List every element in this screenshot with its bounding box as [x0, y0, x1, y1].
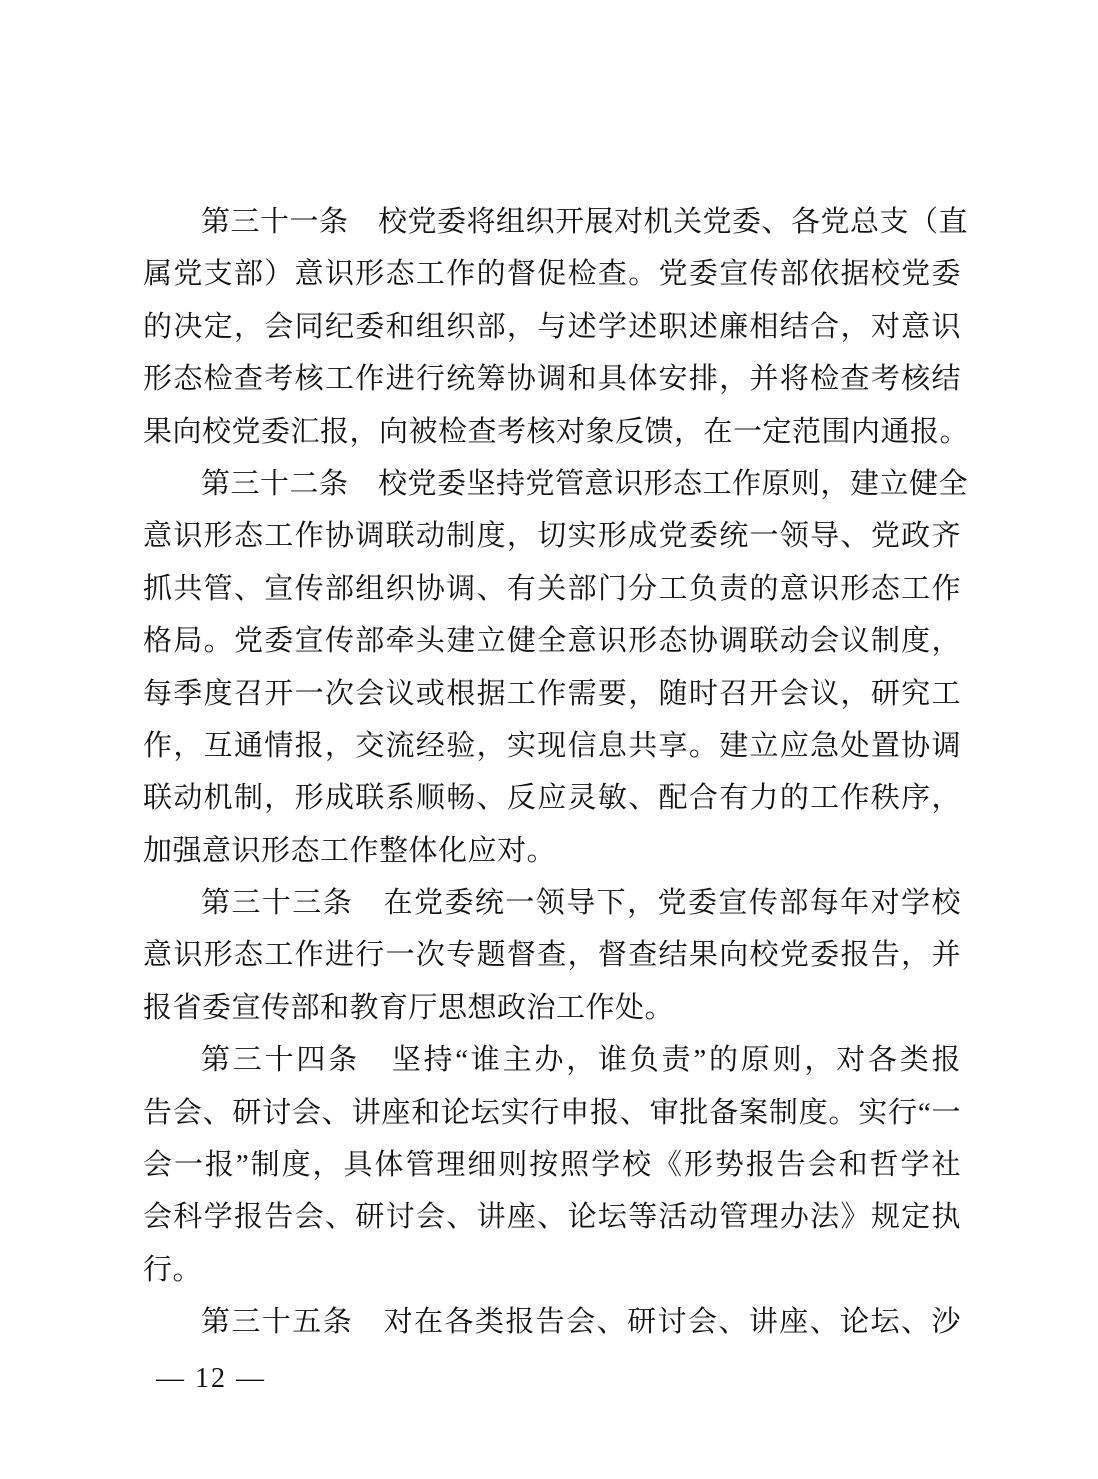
text-line: 第三十五条 对在各类报告会、研讨会、讲座、论坛、沙	[201, 1306, 961, 1339]
text-line: 属党支部）意识形态工作的督促检查。党委宣传部依据校党委	[143, 258, 961, 291]
text-line: 会科学报告会、研讨会、讲座、论坛等活动管理办法》规定执	[143, 1201, 961, 1234]
paragraph	[143, 458, 969, 877]
text-line: 格局。党委宣传部牵头建立健全意识形态协调联动会议制度，	[143, 625, 961, 658]
text-line: 行。	[143, 1253, 203, 1286]
paragraph	[143, 877, 961, 1034]
text-line: 第三十一条 校党委将组织开展对机关党委、各党总支（直	[201, 206, 969, 238]
text-line: 第三十二条 校党委坚持党管意识形态工作原则，建立健全	[201, 467, 969, 500]
text-line: 报省委宣传部和教育厅思想政治工作处。	[143, 991, 675, 1024]
text-line: 果向校党委汇报，向被检查考核对象反馈，在一定范围内通报。	[143, 415, 970, 448]
text-line: 加强意识形态工作整体化应对。	[143, 834, 557, 867]
document-body	[143, 196, 970, 1349]
text-line: 形态检查考核工作进行统筹协调和具体安排，并将检查考核结	[143, 363, 961, 396]
text-line: 作，互通情报，交流经验，实现信息共享。建立应急处置协调	[143, 729, 961, 762]
text-line: 抓共管、宣传部组织协调、有关部门分工负责的意识形态工作	[143, 572, 961, 605]
text-line: 联动机制，形成联系顺畅、反应灵敏、配合有力的工作秩序，	[143, 782, 961, 815]
page-number: — 12 —	[156, 1363, 266, 1394]
paragraph	[143, 1296, 961, 1348]
text-line: 意识形态工作协调联动制度，切实形成党委统一领导、党政齐	[143, 520, 961, 553]
text-line: 第三十四条 坚持“谁主办，谁负责”的原则，对各类报	[201, 1044, 961, 1077]
text-line: 会一报”制度，具体管理细则按照学校《形势报告会和哲学社	[143, 1149, 961, 1182]
text-line: 意识形态工作进行一次专题督查，督查结果向校党委报告，并	[143, 939, 961, 972]
paragraph	[143, 196, 970, 458]
text-line: 第三十三条 在党委统一领导下，党委宣传部每年对学校	[201, 887, 961, 920]
text-line: 告会、研讨会、讲座和论坛实行申报、审批备案制度。实行“一	[143, 1096, 961, 1129]
text-line: 的决定，会同纪委和组织部，与述学述职述廉相结合，对意识	[143, 310, 961, 343]
paragraph	[143, 1034, 961, 1296]
text-line: 每季度召开一次会议或根据工作需要，随时召开会议，研究工	[143, 677, 961, 710]
